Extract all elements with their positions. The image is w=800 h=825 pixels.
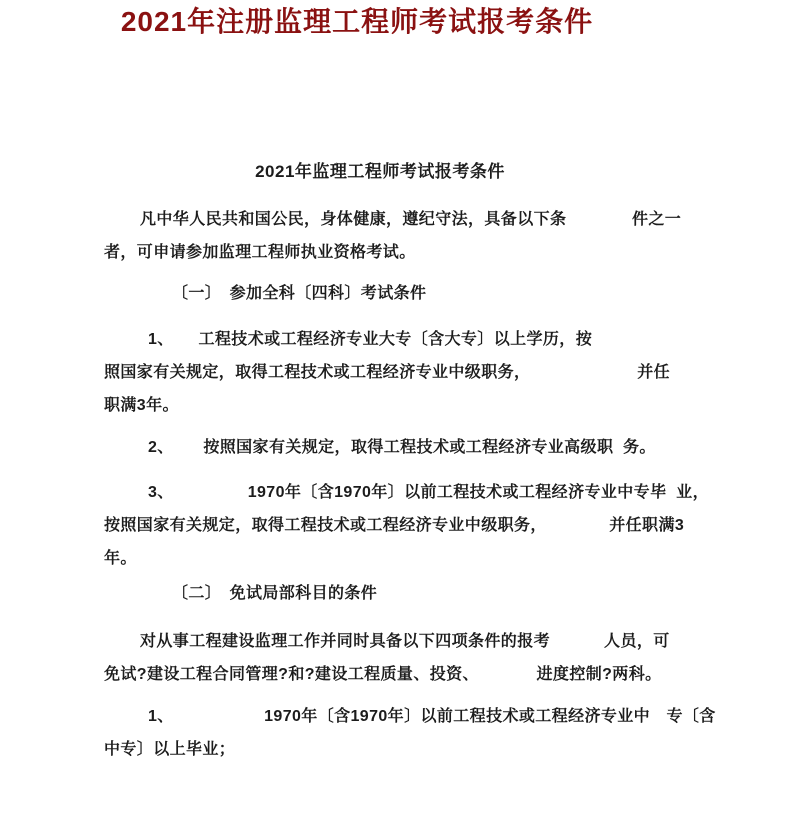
section-heading-1 xyxy=(104,277,754,310)
numbered-item-1 xyxy=(104,323,754,422)
numbered-item-2 xyxy=(104,431,754,464)
text-line: 凡中华人民共和国公民，身体健康，遵纪守法，具备以下条 件之一 xyxy=(140,211,682,228)
text-line: 〔二〕 免试局部科目的条件 xyxy=(172,585,378,602)
page-title: 2021年注册监理工程师考试报考条件 xyxy=(120,6,594,37)
paragraph-intro xyxy=(104,203,754,269)
text-line: 3、 1970年〔含1970年〕以前工程技术或工程经济专业中专毕 业， xyxy=(148,484,709,501)
text-line: 对从事工程建设监理工作并同时具备以下四项条件的报考 人员，可 xyxy=(140,633,670,650)
text-line: 中专〕以上毕业； xyxy=(104,741,236,758)
text-line: 2、 按照国家有关规定，取得工程技术或工程经济专业高级职 务。 xyxy=(148,439,656,456)
text-line: 1、 工程技术或工程经济专业大专〔含大专〕以上学历，按 xyxy=(148,331,593,348)
numbered-item-4 xyxy=(104,700,754,766)
text-line: 照国家有关规定，取得工程技术或工程经济专业中级职务， 并任 xyxy=(104,364,671,381)
text-line: 年。 xyxy=(104,550,137,567)
paragraph-exemption xyxy=(104,625,754,691)
text-line: 按照国家有关规定，取得工程技术或工程经济专业中级职务， 并任职满3 xyxy=(104,517,685,534)
text-line: 者，可申请参加监理工程师执业资格考试。 xyxy=(104,244,416,261)
text-line: 1、 1970年〔含1970年〕以前工程技术或工程经济专业中 专〔含 xyxy=(148,708,716,725)
text-line: 免试?建设工程合同管理?和?建设工程质量、投资、 进度控制?两科。 xyxy=(104,666,662,683)
document-heading: 2021年监理工程师考试报考条件 xyxy=(255,162,505,181)
section-heading-2 xyxy=(104,577,754,610)
numbered-item-3 xyxy=(104,476,754,575)
text-line: 职满3年。 xyxy=(104,397,179,414)
text-line: 〔一〕 参加全科〔四科〕考试条件 xyxy=(172,285,427,302)
